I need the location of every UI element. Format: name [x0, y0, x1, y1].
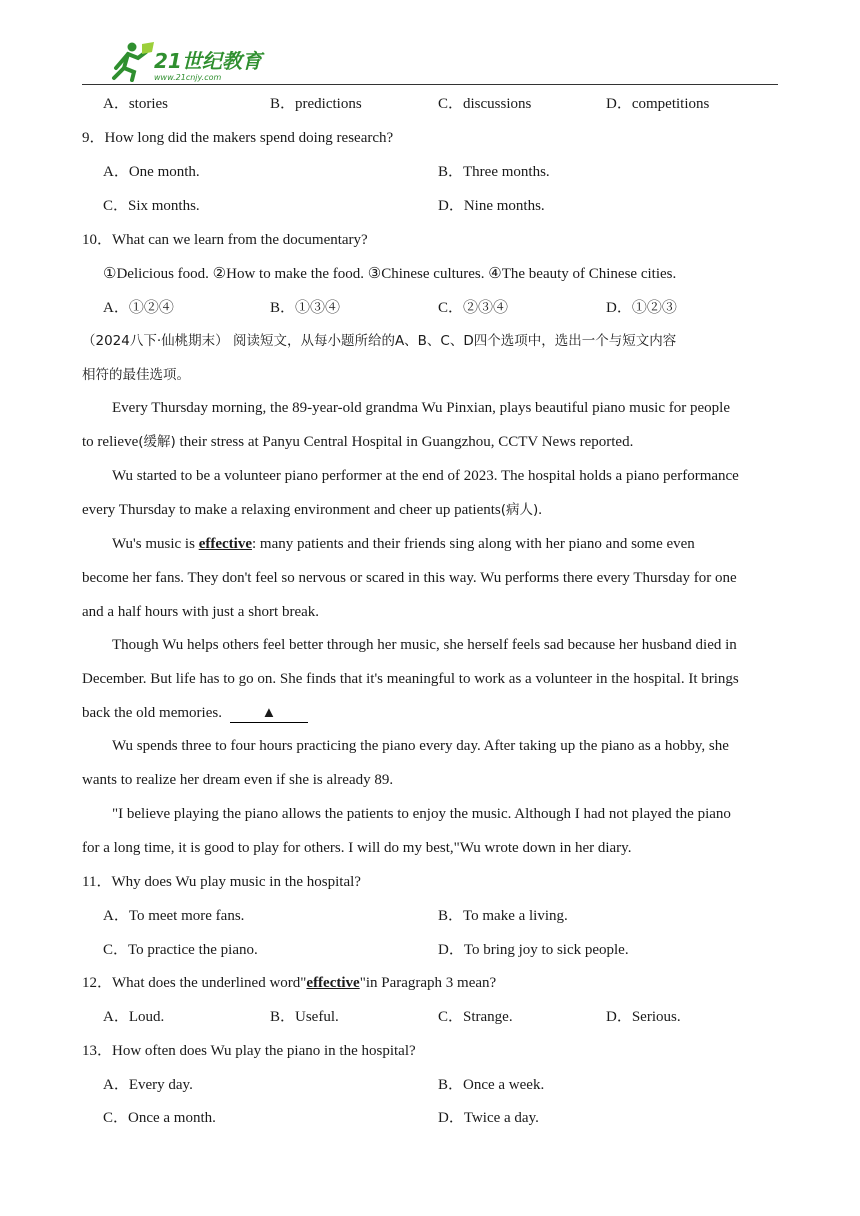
- p1-text-b: their stress at Panyu Central Hospital in Guangzhou, CCTV News reported.: [175, 434, 634, 450]
- q11-option-c: C．To practice the piano.: [103, 942, 258, 958]
- q8-option-a: A．stories: [103, 96, 168, 112]
- q10-stem: 10．What can we learn from the documentary?: [82, 232, 368, 248]
- passage-p6-line-1: "I believe playing the piano allows the patients to enjoy the music. Although I had not played the piano: [112, 806, 731, 822]
- q12-stem: [82, 973, 496, 993]
- p3-text-b: : many patients and their friends sing along with her piano and some even: [251, 536, 695, 552]
- instructions-line-1: （2024八下·仙桃期末） 阅读短文，从每小题所给的A、B、C、D四个选项中，选出一个与短文内容: [82, 333, 677, 349]
- logo-subtext: www.21cnjy.com: [154, 73, 222, 82]
- passage-p3-line-3: and a half hours with just a short break.: [82, 604, 320, 620]
- q10-option-d: D．①②③: [606, 300, 677, 316]
- site-logo: [102, 38, 272, 84]
- p1-gloss: (缓解): [138, 434, 176, 450]
- q12-option-c: C．Strange.: [438, 1009, 513, 1025]
- q11-stem: 11．Why does Wu play music in the hospital?: [82, 874, 361, 890]
- q12-stem-b: "in Paragraph 3 mean?: [359, 975, 497, 991]
- passage-p3-line-2: become her fans. They don't feel so nervous or scared in this way. Wu performs there every Thursday for one: [82, 570, 737, 586]
- q8-option-b: B．predictions: [270, 96, 362, 112]
- q11-option-d: D．To bring joy to sick people.: [438, 942, 629, 958]
- logo-text: 21世纪教育: [154, 49, 262, 73]
- q12-option-b: B．Useful.: [270, 1009, 339, 1025]
- q9-option-a: A．One month.: [103, 164, 200, 180]
- q9-option-c: C．Six months.: [103, 198, 200, 214]
- passage-p1-line-2: [82, 432, 782, 452]
- q8-option-d: D．competitions: [606, 96, 710, 112]
- passage-p2-line-2: [82, 500, 782, 520]
- passage-p1-line-1: Every Thursday morning, the 89-year-old grandma Wu Pinxian, plays beautiful piano music for people: [112, 400, 730, 416]
- instructions-line-2: 相符的最佳选项。: [82, 367, 190, 383]
- passage-p6-line-2: for a long time, it is good to play for others. I will do my best,"Wu wrote down in her diary.: [82, 840, 632, 856]
- q13-option-c: C．Once a month.: [103, 1110, 216, 1126]
- passage-p5-line-2: wants to realize her dream even if she is already 89.: [82, 772, 394, 788]
- passage-p2-line-1: Wu started to be a volunteer piano performer at the end of 2023. The hospital holds a piano performance: [112, 468, 739, 484]
- page-header: [82, 38, 778, 86]
- p2-text-a: every Thursday to make a relaxing environment and cheer up patients: [82, 502, 501, 518]
- q12-stem-a: 12．What does the underlined word": [82, 975, 307, 991]
- p3-text-a: Wu's music is: [112, 536, 199, 552]
- passage-p3-line-1: [82, 534, 812, 554]
- passage-p4-line-3: [82, 703, 782, 723]
- q13-option-d: D．Twice a day.: [438, 1110, 539, 1126]
- q10-items: ①Delicious food. ②How to make the food. ③Chinese cultures. ④The beauty of Chinese cities.: [103, 266, 677, 282]
- q10-option-c: C．②③④: [438, 300, 509, 316]
- p1-text-a: to relieve: [82, 434, 139, 450]
- q8-option-c: C．discussions: [438, 96, 532, 112]
- q12-option-d: D．Serious.: [606, 1009, 681, 1025]
- p2-text-b: .: [538, 502, 543, 518]
- q12-option-a: A．Loud.: [103, 1009, 165, 1025]
- q9-option-b: B．Three months.: [438, 164, 550, 180]
- passage-p5-line-1: Wu spends three to four hours practicing the piano every day. After taking up the piano as a hobby, she: [112, 738, 729, 754]
- q10-option-b: B．①③④: [270, 300, 341, 316]
- q13-option-b: B．Once a week.: [438, 1077, 545, 1093]
- q13-option-a: A．Every day.: [103, 1077, 193, 1093]
- passage-p4-line-2: December. But life has to go on. She finds that it's meaningful to work as a volunteer in the hospital. It brings: [82, 671, 739, 687]
- q12-underlined-word: effective: [306, 975, 360, 991]
- q9-stem: 9．How long did the makers spend doing research?: [82, 130, 394, 146]
- q9-option-d: D．Nine months.: [438, 198, 545, 214]
- q10-option-a: A．①②④: [103, 300, 174, 316]
- q11-option-a: A．To meet more fans.: [103, 908, 245, 924]
- underlined-word: effective: [198, 536, 252, 552]
- q11-option-b: B．To make a living.: [438, 908, 568, 924]
- q13-stem: 13．How often does Wu play the piano in the hospital?: [82, 1043, 416, 1059]
- p4-text: back the old memories.: [82, 705, 222, 721]
- answer-blank: ▲: [230, 705, 308, 723]
- p2-gloss: (病人): [500, 502, 539, 518]
- header-rule: [82, 84, 778, 85]
- passage-p4-line-1: Though Wu helps others feel better through her music, she herself feels sad because her husband died in: [112, 637, 737, 653]
